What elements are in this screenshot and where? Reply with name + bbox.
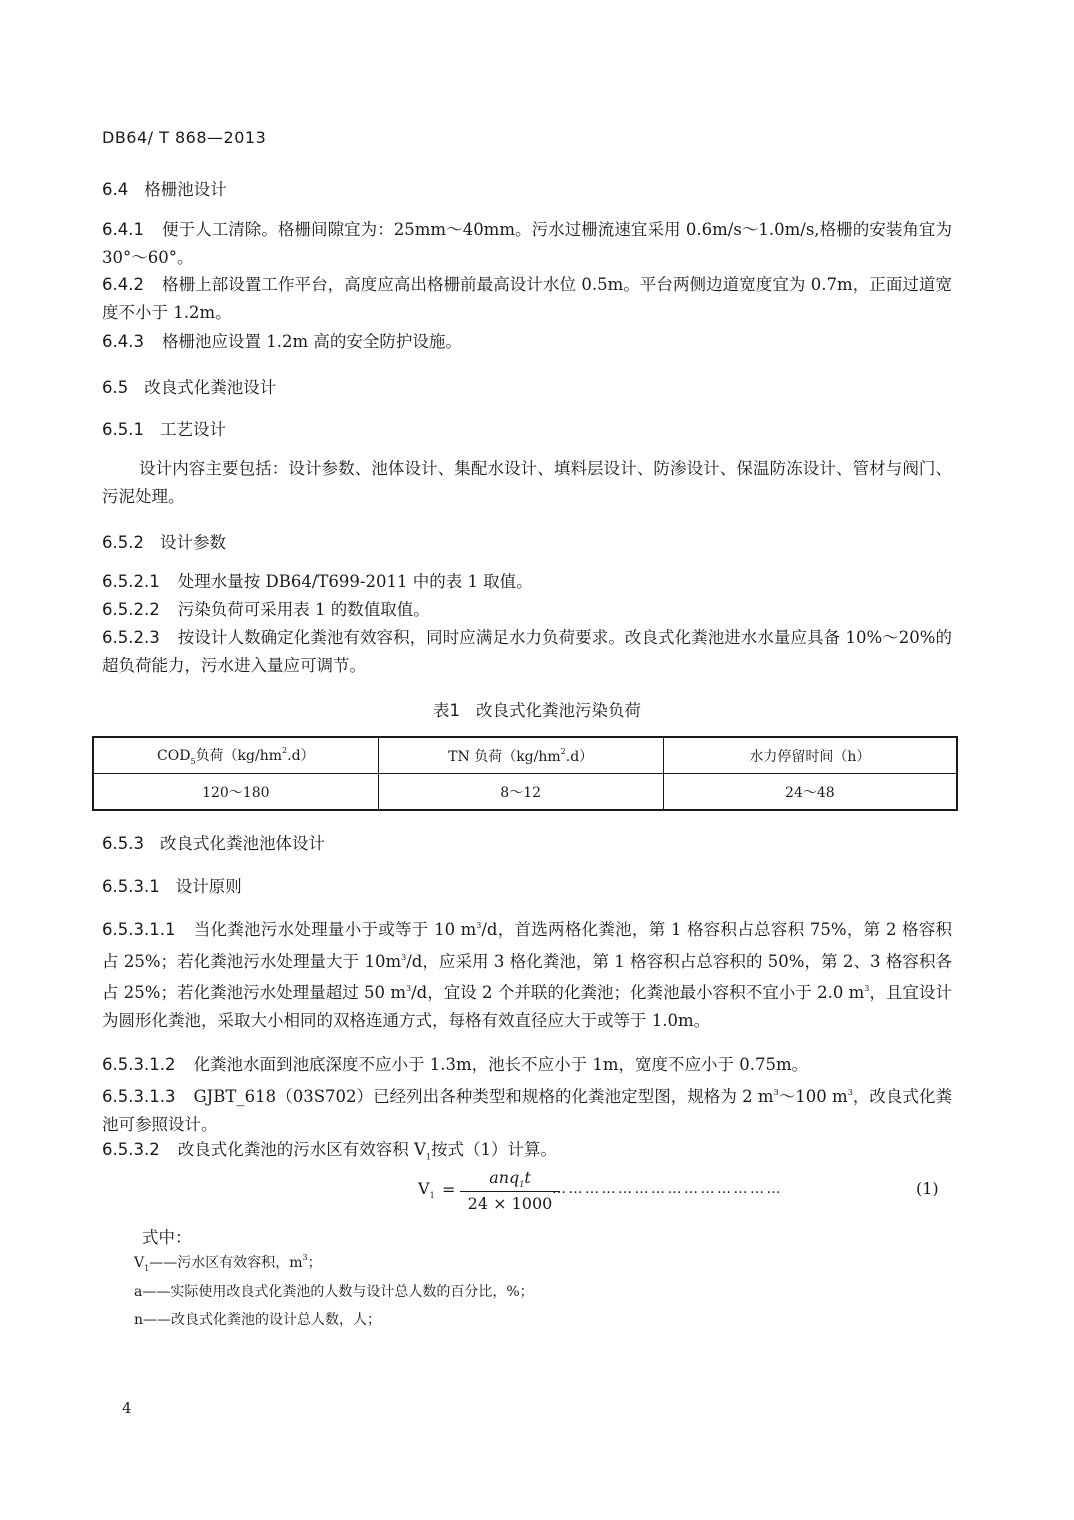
- section-number: 6.5.2: [102, 533, 144, 552]
- para-6-5-3-1-3: 6.5.3.1.3 GJBT_618（03S702）已经列出各种类型和规格的化粪池定型图，规格为 2 $m^3\sim 100$ $m^3$，改良式化粪池可参照设计。: [102, 1087, 952, 1134]
- page-number: 4: [122, 1399, 132, 1417]
- table-1-title: [0, 697, 1074, 721]
- clause-number: 6.5.2.2: [102, 600, 160, 619]
- clause-text: 便于人工清除。格栅间隙宜为：25mm～40mm。污水过栅流速宜采用 0.6m/s～1.0m/s,格栅的安装角宜为 30°～60°。: [102, 220, 952, 267]
- heading-6-4: [102, 176, 227, 200]
- section-number: 6.5.3: [102, 834, 144, 853]
- table-row: [93, 774, 957, 811]
- leader-dots: ……………………………………: [552, 1181, 783, 1197]
- clause-text: 污染负荷可采用表 1 的数值取值。: [177, 600, 430, 619]
- para-6-5-2-3: [102, 624, 952, 679]
- section-number: 6.5.1: [102, 420, 144, 439]
- clause-number: 6.4.1: [102, 220, 144, 239]
- section-number: 6.5: [102, 378, 129, 397]
- header-cod-load: $COD_5$负荷$(kg/hm^2.d)$: [93, 737, 378, 774]
- table-header-row: [93, 737, 957, 774]
- clause-number: 6.4.3: [102, 332, 144, 351]
- where-a: a——实际使用改良式化粪池的人数与设计总人数的百分比，%；: [134, 1284, 534, 1300]
- header-retention-time: 水力停留时间（h）: [663, 737, 957, 774]
- section-number: 6.5.3.1: [102, 877, 160, 896]
- section-title: 改良式化粪池池体设计: [159, 834, 325, 853]
- table-number: 表1: [433, 701, 460, 720]
- cell-tn-value: 8～12: [378, 774, 663, 811]
- doc-code: DB64/ T 868—2013: [102, 128, 267, 147]
- clause-number: 6.4.2: [102, 275, 144, 294]
- heading-6-5-2: [102, 529, 226, 553]
- para-6-5-2-1: [102, 568, 952, 596]
- equation-number: (1): [916, 1179, 939, 1198]
- clause-number: 6.5.3.1.2: [102, 1055, 176, 1074]
- heading-6-5-3: [102, 830, 325, 854]
- formula-fraction: [460, 1168, 560, 1213]
- para-6-4-1: [102, 216, 952, 271]
- pollution-load-table: [92, 736, 958, 811]
- clause-text: 格栅上部设置工作平台，高度应高出格栅前最高设计水位 0.5m。平台两侧边道宽度宜为 0.7m，正面过道宽度不小于 1.2m。: [102, 275, 952, 322]
- formula-lhs: $V_1$: [418, 1179, 435, 1201]
- section-title: 格栅池设计: [144, 180, 227, 199]
- heading-6-5: [102, 374, 276, 398]
- section-title: 改良式化粪池设计: [144, 378, 277, 397]
- clause-number: 6.5.2.1: [102, 572, 160, 591]
- heading-6-5-1: [102, 416, 226, 440]
- para-6-5-1-body: 设计内容主要包括：设计参数、池体设计、集配水设计、填料层设计、防渗设计、保温防冻设计、管材与阀门、污泥处理。: [102, 459, 952, 506]
- clause-text: 按设计人数确定化粪池有效容积，同时应满足水力负荷要求。改良式化粪池进水水量应具备 10%～20%的超负荷能力，污水进入量应可调节。: [102, 628, 952, 675]
- clause-number: 6.5.3.2: [102, 1140, 160, 1159]
- clause-text: 格栅池应设置 1.2m 高的安全防护设施。: [161, 332, 462, 351]
- where-n: n——改良式化粪池的设计总人数，人；: [134, 1312, 382, 1328]
- table-title-text: 改良式化粪池污染负荷: [476, 701, 641, 720]
- where-v1: $V_1——$污水区有效容积，$m^3$；: [134, 1253, 322, 1273]
- section-title: 设计参数: [159, 533, 226, 552]
- where-label: 式中：: [142, 1228, 192, 1247]
- header-tn-load: TN 负荷$(kg/hm^2.d)$: [378, 737, 663, 774]
- clause-text: 处理水量按 DB64/T699-2011 中的表 1 取值。: [177, 572, 533, 591]
- clause-number: 6.5.3.1.1: [102, 920, 176, 939]
- formula-equals: =: [442, 1180, 456, 1199]
- formula-denominator: 24 × 1000: [467, 1194, 553, 1213]
- section-title: 工艺设计: [159, 420, 226, 439]
- para-6-5-3-2: 6.5.3.2 改良式化粪池的污水区有效容积 $V_1$按式（1）计算。: [102, 1140, 557, 1162]
- cell-cod-value: 120～180: [93, 774, 378, 811]
- para-6-5-3-1-1: 6.5.3.1.1 当化粪池污水处理量小于或等于 10 $m^3/d$，首选两格化粪池，第 1 格容积占总容积 75%，第 2 格容积占 25%；若化粪池污水处理量大于 $10m^3/d$，应采用 3 格化粪池，第 1 格容积占总容积的 50%，第 2、3 格容积各占 25%；若化粪池污水处理量超过 50 $m^3/d$，宜设 2 个并联的化粪池；化粪池最小容积不宜小于 2.0 $m^3$，且宜设计为圆形化粪池，采取大小相同的双格连通方式，每格有效直径应大于或等于 1.0m。: [102, 920, 953, 1030]
- para-6-5-2-2: [102, 596, 952, 624]
- heading-6-5-3-1: [102, 873, 242, 897]
- para-6-5-3-1-2: [102, 1051, 952, 1079]
- para-6-4-3: [102, 328, 952, 356]
- clause-number: 6.5.3.1.3: [102, 1087, 176, 1106]
- formula-numerator: anq$_1$t: [489, 1168, 531, 1190]
- clause-number: 6.5.2.3: [102, 628, 160, 647]
- cell-retention-value: 24～48: [663, 774, 957, 811]
- section-title: 设计原则: [175, 877, 242, 896]
- fraction-bar: [460, 1191, 560, 1192]
- section-number: 6.4: [102, 180, 129, 199]
- clause-text: 化粪池水面到池底深度不应小于 1.3m，池长不应小于 1m，宽度不应小于 0.75m。: [193, 1055, 809, 1074]
- para-6-4-2: [102, 271, 952, 326]
